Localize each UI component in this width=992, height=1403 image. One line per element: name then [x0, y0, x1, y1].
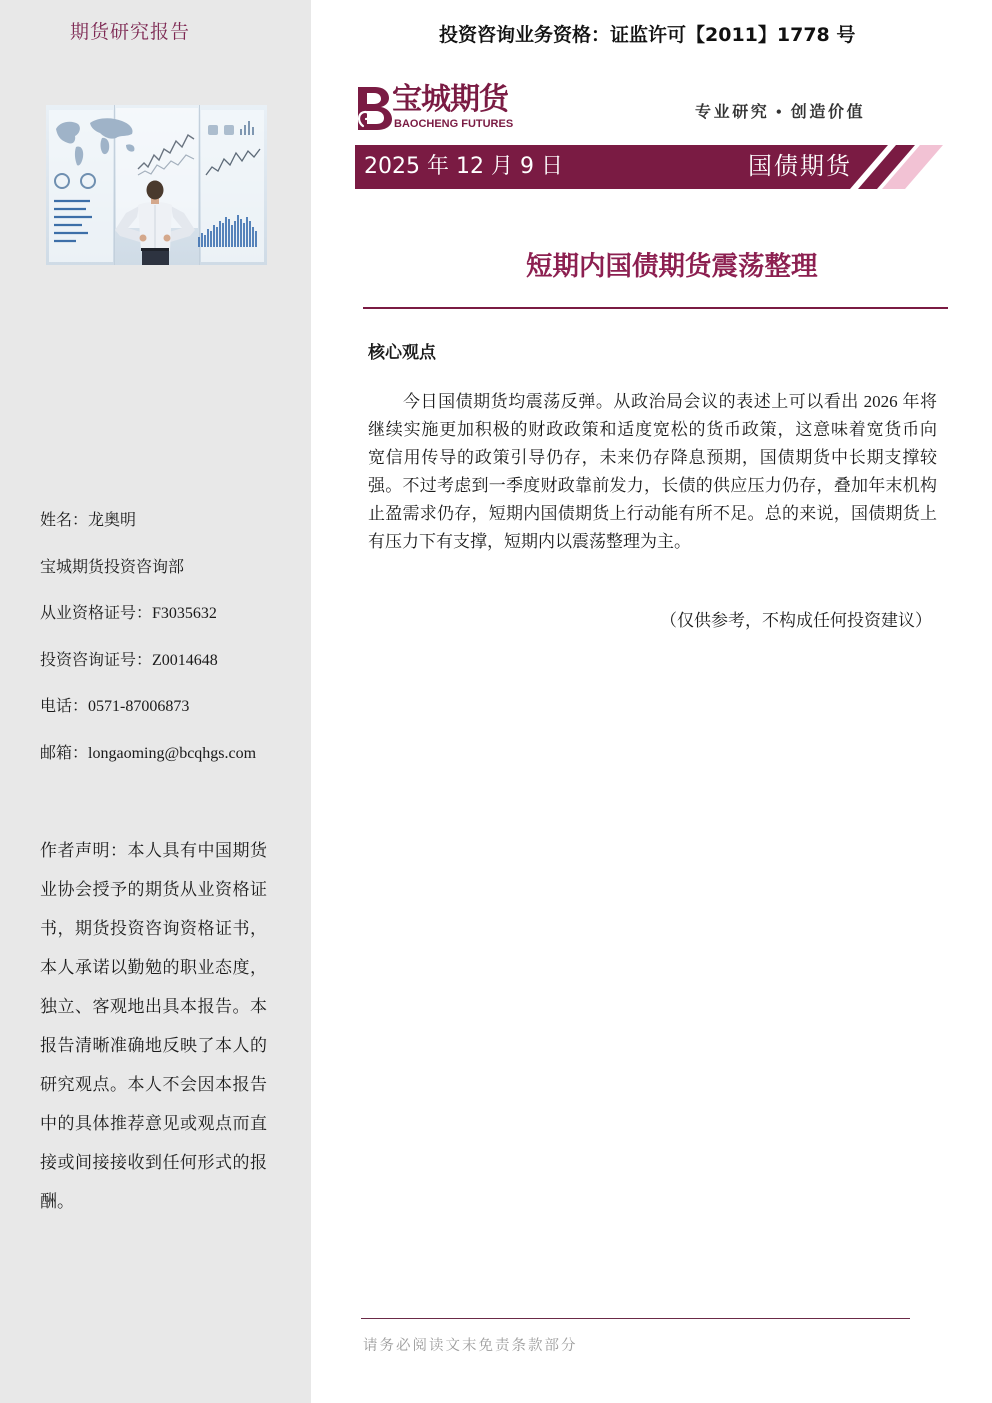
qualification-row	[40, 591, 306, 638]
core-view-paragraph	[368, 388, 937, 556]
statement-line: 报告清晰准确地反映了本人的	[40, 1036, 267, 1055]
email-address: longaoming@bcqhgs.com	[88, 744, 257, 762]
title-divider	[363, 307, 948, 309]
footer-divider	[361, 1318, 910, 1319]
statement-line: 酬。	[40, 1192, 74, 1211]
slogan: 专业研究 • 创造价值	[695, 104, 866, 121]
statement-line: 书，期货投资咨询资格证书，	[40, 919, 267, 938]
email-row	[40, 731, 306, 778]
consulting-cert-row	[40, 638, 306, 685]
license-header: 投资咨询业务资格：证监许可【2011】1778 号	[439, 24, 856, 46]
statement-line: 研究观点。本人不会因本报告	[40, 1075, 267, 1094]
paragraph-line: 宽信用传导的政策引导仍存，未来仍存降息预期，国债期货中长期支撑较	[368, 448, 937, 467]
report-title: 短期内国债期货震荡整理	[526, 251, 818, 282]
statement-line: 独立、客观地出具本报告。本	[40, 997, 267, 1016]
author-name: 龙奥明	[88, 512, 137, 529]
phone-row	[40, 684, 306, 731]
paragraph-line: 止盈需求仍存，短期内国债期货上行动能有所不足。总的来说，国债期货上	[368, 504, 937, 523]
statement-line: 中的具体推荐意见或观点而直	[40, 1114, 267, 1133]
qualification-label: 从业资格证号：	[40, 605, 153, 623]
statement-line: 业协会授予的期货从业资格证	[40, 880, 267, 899]
author-info	[40, 498, 306, 778]
email-label: 邮箱：	[40, 744, 89, 762]
paragraph-line: 今日国债期货均震荡反弹。从政治局会议的表述上可以看出 2026 年将	[403, 392, 937, 411]
consulting-cert-number: Z0014648	[152, 651, 218, 669]
author-statement	[40, 831, 267, 1221]
report-category: 国债期货	[748, 154, 852, 180]
report-type-label: 期货研究报告	[70, 21, 191, 43]
phone-number: 0571-87006873	[88, 698, 190, 716]
author-name-row	[40, 498, 306, 545]
paragraph-line: 有压力下有支撑，短期内以震荡整理为主。	[368, 532, 691, 551]
consulting-cert-label: 投资咨询证号：	[40, 651, 153, 669]
reference-note: （仅供参考，不构成任何投资建议）	[660, 611, 932, 630]
author-name-label: 姓名：	[40, 512, 89, 529]
logo-name-cn: 宝城期货	[392, 83, 508, 116]
statement-line: 本人承诺以勤勉的职业态度，	[40, 958, 267, 977]
section-heading: 核心观点	[368, 343, 436, 362]
disclaimer-notice: 请务必阅读文末免责条款部分	[363, 1338, 578, 1354]
qualification-number: F3035632	[152, 605, 217, 623]
paragraph-line: 强。不过考虑到一季度财政靠前发力，长债的供应压力仍存，叠加年末机构	[368, 476, 937, 495]
baocheng-logo-icon	[355, 85, 393, 131]
author-department: 宝城期货投资咨询部	[40, 558, 185, 576]
logo-name-en: BAOCHENG FUTURES	[394, 118, 514, 130]
statement-line: 接或间接接收到任何形式的报	[40, 1153, 267, 1172]
report-date: 2025 年 12 月 9 日	[364, 154, 563, 179]
cover-image	[46, 105, 267, 265]
paragraph-line: 继续实施更加积极的财政政策和适度宽松的货币政策，这意味着宽货币向	[368, 420, 937, 439]
statement-line: 作者声明：本人具有中国期货	[40, 841, 267, 860]
phone-label: 电话：	[40, 698, 89, 716]
